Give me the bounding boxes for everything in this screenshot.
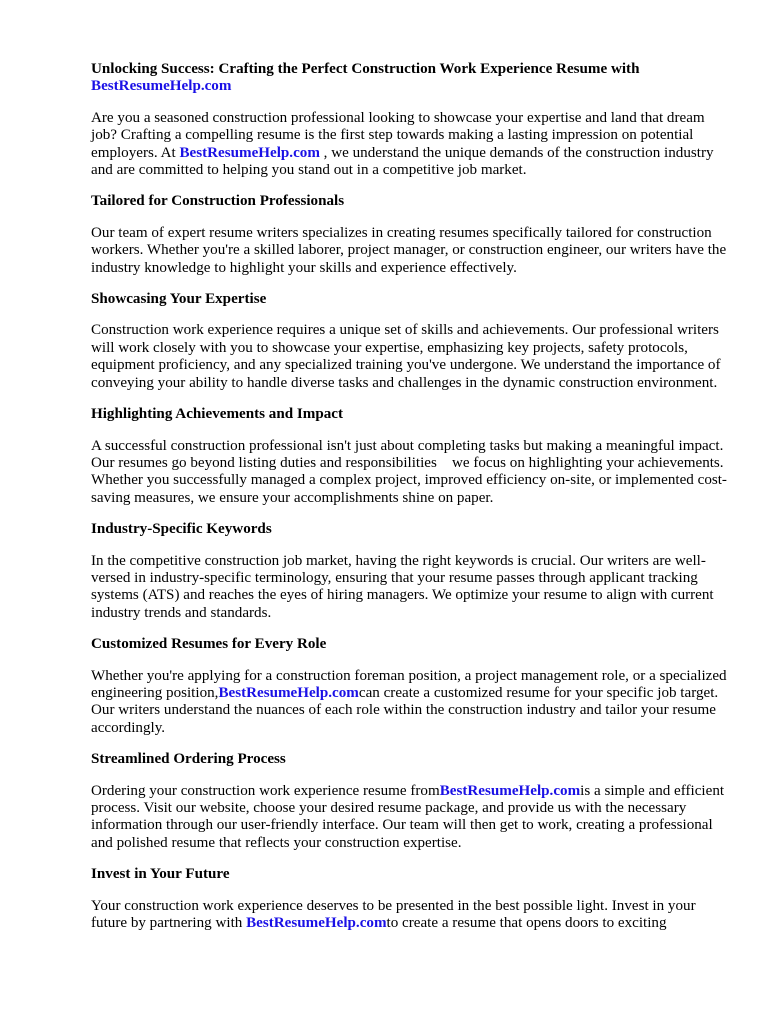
section-heading-achievements: Highlighting Achievements and Impact: [91, 406, 344, 423]
section-heading-expertise: Showcasing Your Expertise: [91, 291, 267, 308]
section-body-customized: [91, 668, 728, 738]
intro-paragraph: [91, 110, 728, 180]
section-heading-ordering: Streamlined Ordering Process: [91, 751, 286, 768]
document-title: [91, 61, 728, 96]
section-heading-invest: Invest in Your Future: [91, 866, 230, 883]
section-heading-keywords: Industry-Specific Keywords: [91, 521, 272, 538]
section-body-ordering: [91, 783, 728, 853]
intro-text-before: Are you a seasoned construction professional looking to showcase your expertise and land that dream job? Crafting a compelling resume is the first step towards making a lasting impression on potential employers. At: [91, 109, 705, 161]
section-body-invest: [91, 898, 728, 933]
title-link[interactable]: BestResumeHelp.com: [91, 78, 232, 95]
section-body-expertise: Construction work experience requires a unique set of skills and achievements. Our professional writers will work closely with you to showcase your expertise, emphasizing key projects, safety protocols, equipment proficiency, and any specialized training you've undergone. We understand the importance of conveying your ability to handle diverse tasks and challenges in the dynamic construction environment.: [91, 322, 721, 391]
section-heading-customized: Customized Resumes for Every Role: [91, 636, 327, 653]
intro-link[interactable]: BestResumeHelp.com: [179, 144, 320, 161]
ordering-link[interactable]: BestResumeHelp.com: [439, 782, 581, 799]
invest-link[interactable]: BestResumeHelp.com: [246, 915, 387, 932]
customized-text-before: Whether you're applying for a construction foreman position, a project management role, or a specialized engineering position,: [91, 667, 727, 701]
ordering-text-after: is a simple and efficient process. Visit our website, choose your desired resume package, and provide us with the necessary information through our user-friendly interface. Our team will then get to work, creating a professional and polished resume that reflects your construction expertise.: [91, 782, 725, 851]
section-body-tailored: Our team of expert resume writers specializes in creating resumes specifically tailored for construction workers. Whether you're a skilled laborer, project manager, or construction engineer, our writers have the industry knowledge to highlight your skills and experience effectively.: [91, 224, 727, 276]
section-body-achievements: A successful construction professional isn't just about completing tasks but making a meaningful impact. Our resumes go beyond listing duties and responsibilities we focus on highlighting your achievements. Whether you successfully managed a complex project, improved efficiency on-site, or implemented cost-saving measures, we ensure your accomplishments shine on paper.: [91, 437, 728, 506]
customized-text-after: can create a customized resume for your specific job target. Our writers understand the nuances of each role within the construction industry and tailor your resume accordingly.: [91, 684, 719, 736]
invest-text-after: to create a resume that opens doors to exciting: [386, 915, 667, 932]
section-heading-tailored: Tailored for Construction Professionals: [91, 193, 345, 210]
section-body-keywords: In the competitive construction job market, having the right keywords is crucial. Our writers are well-versed in industry-specific terminology, ensuring that your resume passes through applicant tracking systems (ATS) and reaches the eyes of hiring managers. We optimize your resume to align with current industry trends and standards.: [91, 552, 714, 621]
title-text: Unlocking Success: Crafting the Perfect Construction Work Experience Resume with: [91, 61, 640, 77]
intro-text-after: , we understand the unique demands of the construction industry and are committed to helping you stand out in a competitive job market.: [91, 144, 714, 179]
customized-link[interactable]: BestResumeHelp.com: [218, 684, 359, 701]
invest-text-before: Your construction work experience deserves to be presented in the best possible light. Invest in your future by partnering with: [91, 897, 696, 932]
ordering-text-before: Ordering your construction work experience resume from: [91, 782, 440, 799]
